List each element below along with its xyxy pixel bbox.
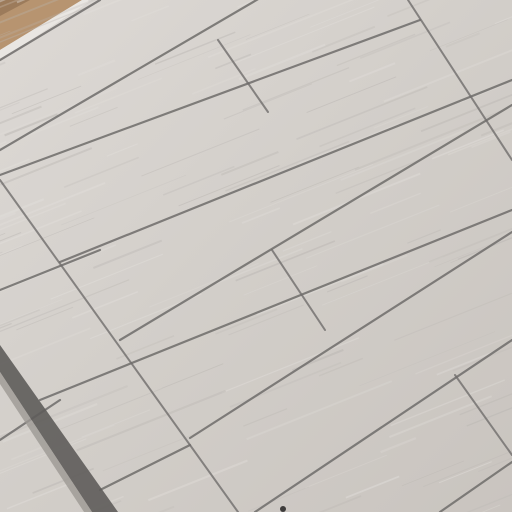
nail-head <box>280 506 286 512</box>
